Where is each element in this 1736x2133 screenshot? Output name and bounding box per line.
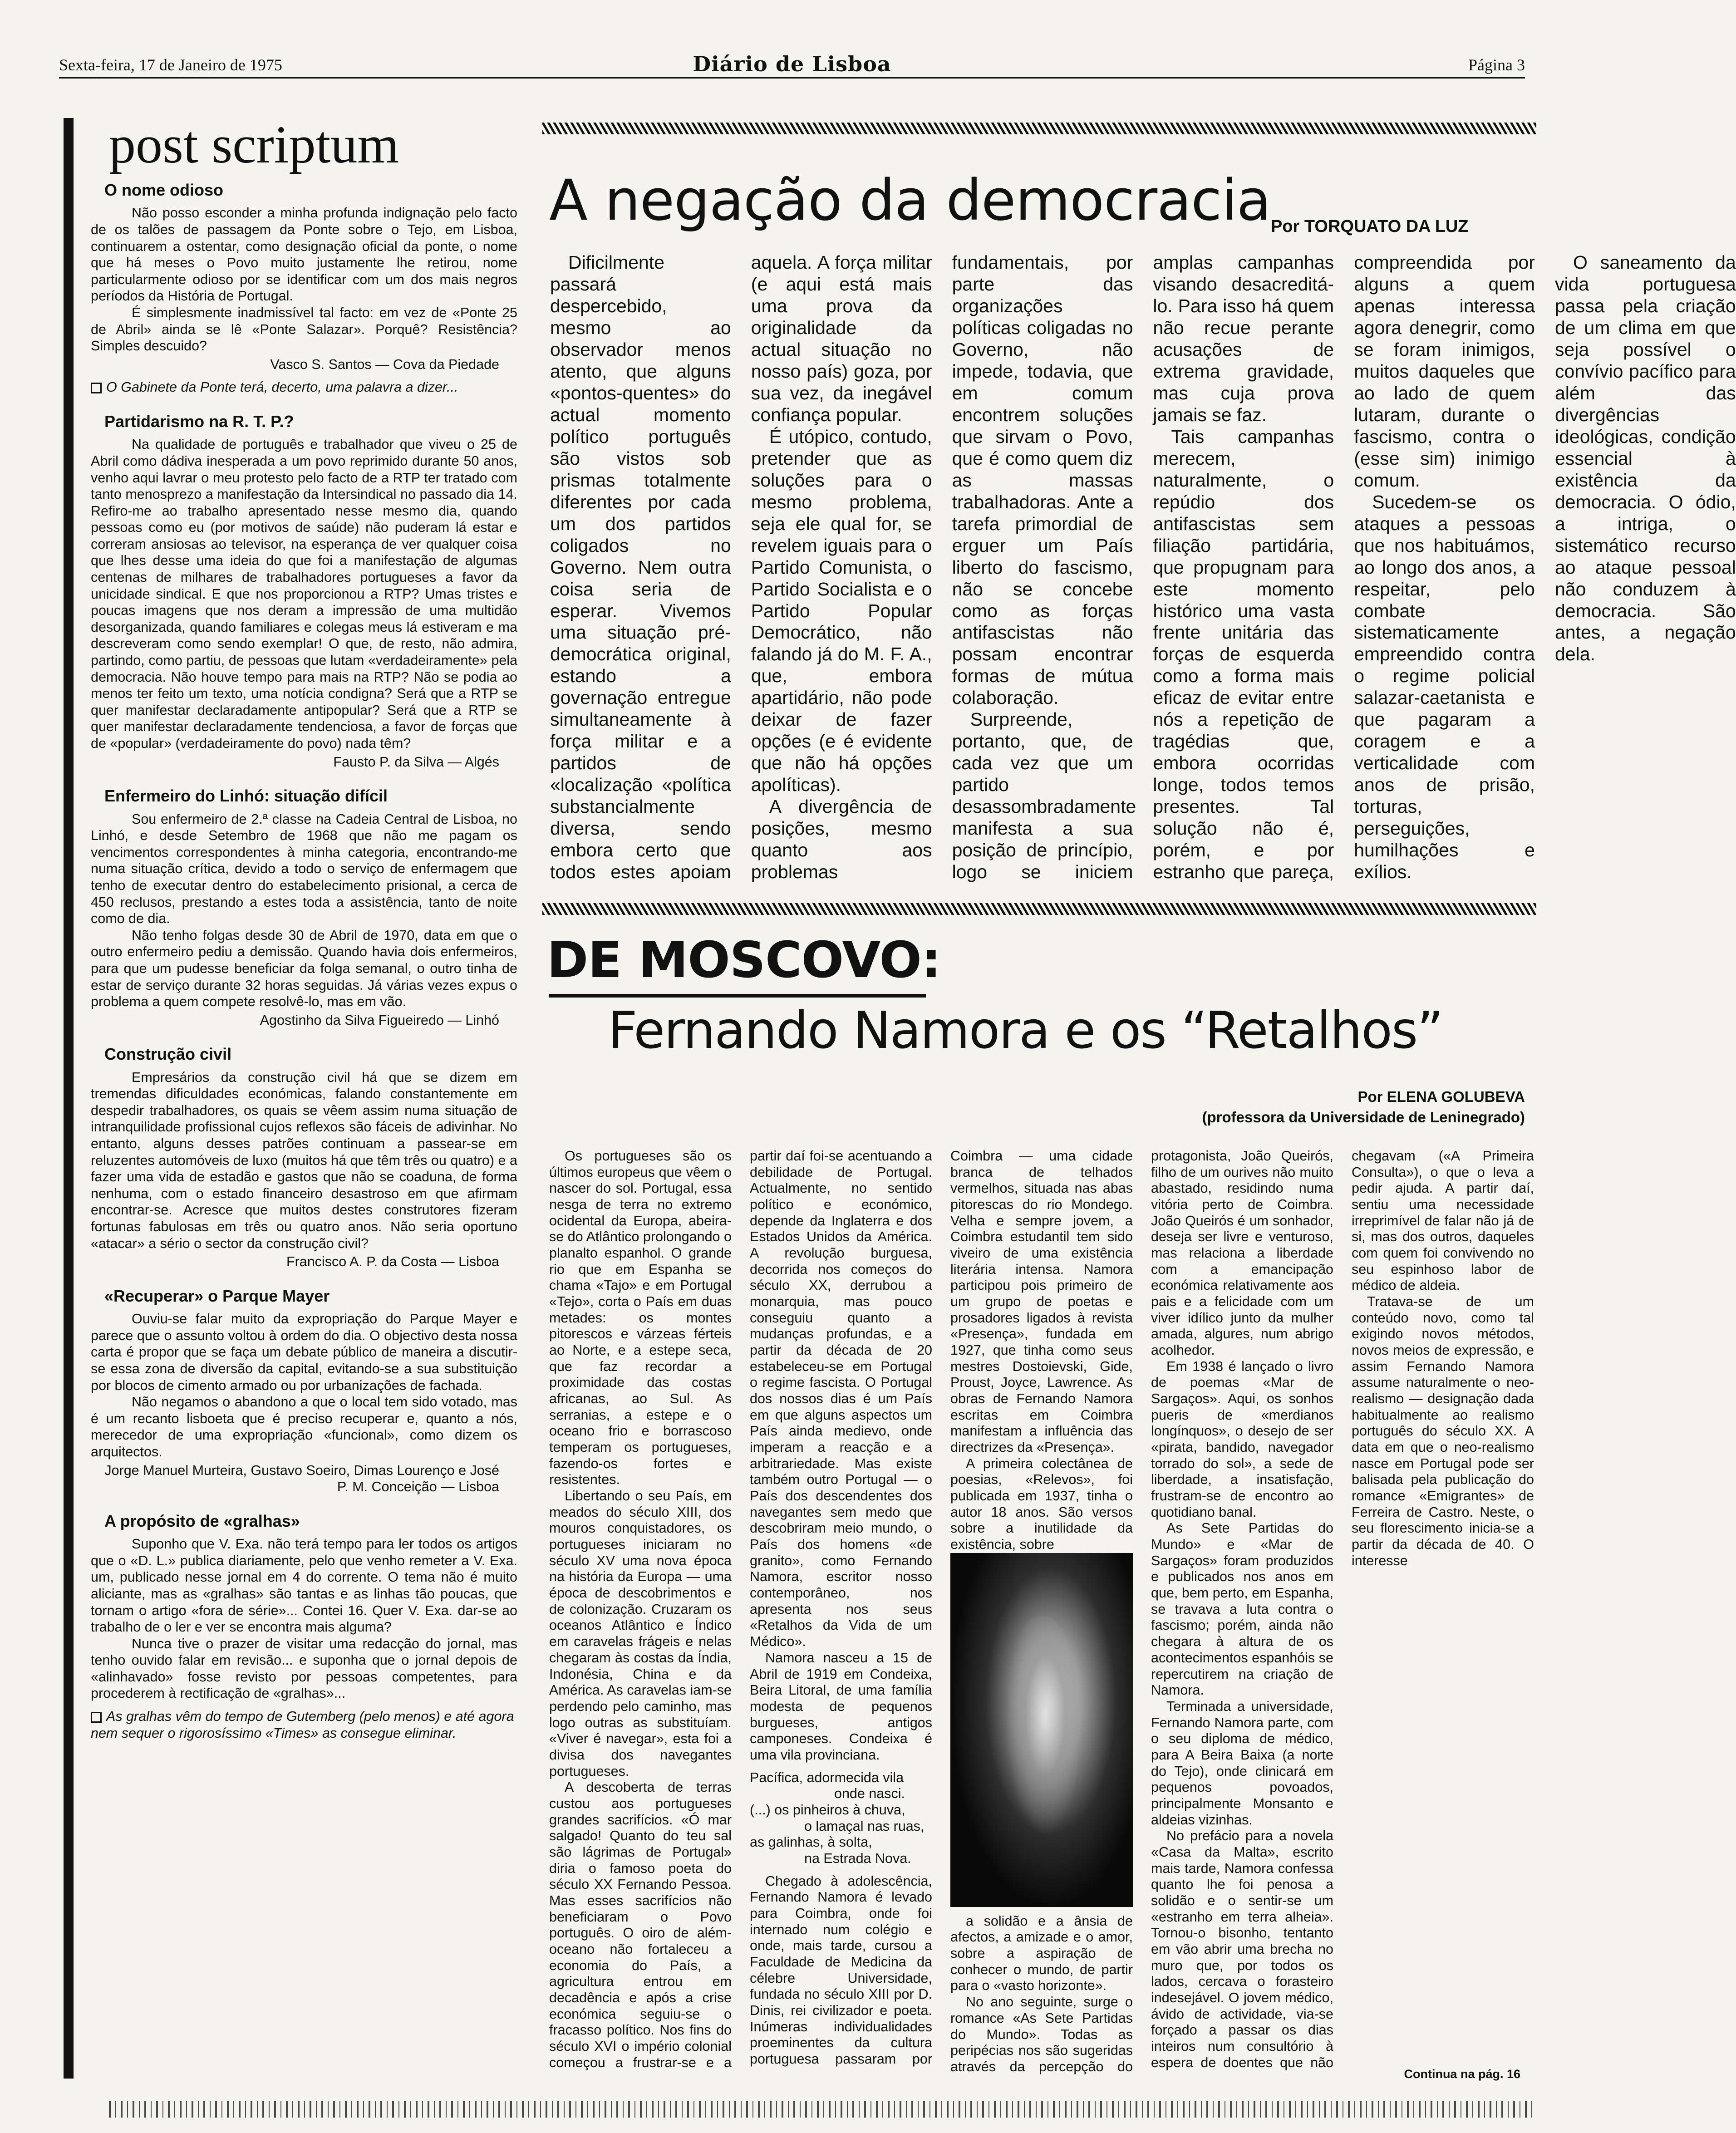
article2-kicker: DE MOSCOVO: (547, 931, 941, 989)
letter-paragraph: Empresários da construção civil há que se dizem em tremendas dificuldades económicas, falando constantemente em despedir trabalhadores, os quais se vêem assim numa situação de intranquilidade profissional cujos reflexos são fáceis de adivinhar. No entanto, alguns desses patrões continuam a passear-se em reluzentes automóveis de luxo (muitos há que têm três ou quatro) e a fazer uma vida de estadão e gastos que não se coaduna, de forma nenhuma, com o estado financeiro desastroso em que afirmam encontrar-se. Acresce que muitos destes construtores fizeram fortunas fabulosas em três ou quatro anos. Não seria oportuno «atacar» a sério o sector da construção civil? (91, 1069, 517, 1251)
article1-paragraph: Tais campanhas merecem, naturalmente, o repúdio dos antifascistas sem filiação partidária, que propugnam para este momento histórico uma vasta frente unitária das forças de esquerda como a forma mais eficaz de evitar entre nós a repetição de tragédias que, embora ocorridas longe, todos temos presentes. Tal solução não é, porém, e por estranho que pareça, compreendida por alguns a quem apenas interessa agora denegrir, como se foram inimigos, muitos daqueles que ao lado de quem lutaram, durante o fascismo, contra o (esse sim) inimigo comum. (1153, 252, 1535, 883)
letter-signature: Francisco A. P. da Costa — Lisboa (286, 1254, 499, 1270)
letter-heading: O nome odioso (104, 181, 224, 199)
article2-paragraph: No ano seguinte, surge o romance «As Sete Partidas do Mundo». Todas as peripécias nos são sugeridas através da percepção do protagonista, João Queirós, filho de um ourives não muito abastado, residindo numa vitória perto de Coimbra. João Queirós é um sonhador, deseja ser livre e venturoso, mas relaciona a liberdade com a emancipação económica relativamente aos pais e a felicidade com um viver idílico junto da mulher amada, algures, num abrigo acolhedor. (950, 1148, 1333, 2074)
article1-headline: A negação da democracia (549, 168, 1271, 233)
letter-body (91, 1536, 517, 1702)
continued-on-page-link[interactable]: Continua na pág. 16 (1404, 2067, 1520, 2081)
letter-body (91, 1069, 517, 1252)
editor-note (91, 1708, 517, 1741)
poem-line: Pacífica, adormecida vila (750, 1769, 904, 1785)
letter-signature: Vasco S. Santos — Cova da Piedade (270, 356, 499, 372)
hatch-divider-top (542, 123, 1536, 134)
article2-body (549, 1148, 1534, 2083)
letter (91, 181, 517, 396)
poem-line: na Estrada Nova. (804, 1850, 911, 1866)
author-portrait-photo (950, 1553, 1133, 1907)
letter-body (91, 811, 517, 1010)
article1-paragraph: O saneamento da vida portuguesa passa pela criação de um clima em que seja possível o convívio pacífico para além das divergências ideológicas, condição essencial à existência da democracia. O ódio, a intriga, o sistemático recurso ao ataque pessoal não conduzem à democracia. São antes, a negação dela. (1554, 252, 1736, 665)
kicker-underline (549, 994, 926, 998)
letter-paragraph: É simplesmente inadmissível tal facto: em vez de «Ponte 25 de Abril» ainda se lê «Ponte Salazar». Porquê? Resistência? Simples descuido? (91, 305, 517, 354)
editor-note (91, 379, 517, 396)
article1-paragraph: A divergência de posições, mesmo quanto aos problemas fundamentais, por parte das organizações políticas coligadas no Governo, não impede, todavia, que em comum encontrem soluções que sirvam o Povo, que é como quem diz as massas trabalhadoras. Ante a tarefa primordial de erguer um País liberto do fascismo, não se concebe como as forças antifascistas não possam encontrar formas de mútua colaboração. (751, 252, 1133, 883)
article2-paragraph: A descoberta de terras custou aos portugueses grandes sacrifícios. «Ó mar salgado! Quanto do teu sal são lágrimas de Portugal» diria o famoso poeta do século XX Fernando Pessoa. Mas esses sacrifícios não beneficiaram o Povo português. O oiro de além-oceano não fortaleceu a economia do País, a agricultura entrou em decadência e após a crise económica seguiu-se o fracasso político. Nos fins do século XVI o império colonial começou a frustrar-se e a partir daí foi-se acentuando a debilidade de Portugal. Actualmente, no sentido político e económico, depende da Inglaterra e dos Estados Unidos da América. A revolução burguesa, decorrida nos começos do século XX, derrubou a monarquia, mas pouco conseguiu quanto a mudanças profundas, e a partir da década de 20 estabeleceu-se em Portugal o regime fascista. O Portugal dos nossos dias é um País em que alguns aspectos um País ainda medievo, onde imperam a reacção e a arbitrariedade. Mas existe também outro Portugal — o País dos descendentes dos navegantes sem medo que descobriram meio mundo, o País dos homens «de granito», como Fernando Namora, escritor nosso contemporâneo, nos apresenta nos seus «Retalhos da Vida de um Médico». (549, 1148, 932, 2070)
article2-byline (1202, 1087, 1525, 1127)
article1-paragraph: Sucedem-se os ataques a pessoas que nos habituámos, ao longo dos anos, a respeitar, pelo combate sistematicamente empreendido contra o regime policial salazar-caetanista e que pagaram a coragem e a verticalidade com anos de prisão, torturas, perseguições, humilhações e exílios. (1354, 491, 1535, 883)
article2-paragraph: Namora nasceu a 15 de Abril de 1919 em Condeixa, Beira Litoral, de uma família modesta de pequenos burgueses, antigos camponeses. Condeixa é uma vila provinciana. (750, 1650, 932, 1763)
editor-note-text: O Gabinete da Ponte terá, decerto, uma palavra a dizer... (106, 379, 458, 395)
article2-paragraph: Libertando o seu País, em meados do século XIII, dos mouros conquistadores, os portugueses iniciaram no século XV uma nova época na história da Europa — uma época de descobrimentos e de colonização. Cruzaram os oceanos Atlântico e Índico em caravelas frágeis e nelas chegaram às costas da Índia, Indonésia, China e da América. As caravelas iam-se perdendo pelo caminho, mas logo outras as substituíam. «Viver é navegar», esta foi a divisa dos navegantes portugueses. (549, 1488, 732, 1779)
poem-line: (...) os pinheiros à chuva, (750, 1802, 905, 1818)
masthead: Diário de Lisboa (686, 52, 897, 76)
letter-paragraph: Nunca tive o prazer de visitar uma redacção do jornal, mas tenho ouvido falar em revisão... e suponha que o jornal depois de «alinhavado» fosse revisto por pessoas competentes, para procederem à rectificação de «gralhas»... (91, 1636, 517, 1701)
page-number: Página 3 (1468, 56, 1525, 74)
box-bullet-icon (91, 1712, 102, 1723)
article2-paragraph: A primeira colectânea de poesias, «Relevos», foi publicada em 1937, tinha o autor 18 anos. São versos sobre a inutilidade da existência, sobre (950, 1455, 1133, 1553)
article2-paragraph: Chegado à adolescência, Fernando Namora é levado para Coimbra, onde foi internado num colégio e onde, mais tarde, cursou a Faculdade de Medicina da célebre Universidade, fundada no século XIII por D. Dinis, rei civilizador e poeta. Inúmeras individualidades proeminentes da cultura portuguesa passaram por Coimbra — uma cidade branca de telhados vermelhos, situada nas abas pitorescas do rio Mondego. Velha e sempre jovem, a Coimbra estudantil tem sido viveiro de uma existência literária intensa. Namora participou pois primeiro de um grupo de poetas e prosadores ligados à revista «Presença», fundada em 1927, que tinha como seus mestres Dostoievski, Gide, Proust, Joyce, Lawrence. As obras de Fernando Namora escritas em Coimbra manifestam a influência das directrizes da «Presença». (750, 1148, 1133, 2067)
poem-line: onde nasci. (834, 1786, 905, 1802)
article2-paragraph: Tratava-se de um conteúdo novo, como tal exigindo novos métodos, novos meios de expressão, e assim Fernando Namora assume naturalmente o neo-realismo — designação dada habitualmente ao realismo português do século XX. A data em que o neo-realismo nasce em Portugal pode ser balisada pela publicação do romance «Emigrantes» de Ferreira de Castro. Neste, o seu florescimento inicia-se a partir da década de 40. O interesse (1352, 1294, 1534, 1568)
letter-body (91, 436, 517, 752)
article2-paragraph: Em 1938 é lançado o livro de poemas «Mar de Sargaços». Aqui, os sonhos pueris de «merdianos longínquos», o desejo de ser «pirata, bandido, navegador torrado do sol», a sede de liberdade, a insatisfação, frustram-se de encontro ao quotidiano banal. (1151, 1358, 1333, 1520)
letter-heading: Enfermeiro do Linhó: situação difícil (104, 786, 388, 806)
letter-signature: Fausto P. da Silva — Algés (333, 754, 499, 770)
letter (91, 786, 517, 1028)
letter-paragraph: Sou enfermeiro de 2.ª classe na Cadeia Central de Lisboa, no Linhó, e desde Setembro de 1968 que não me pagam os vencimentos correspondentes à minha categoria, encontrando-me numa situação crítica, devido a todo o serviço de enfermagem que tenho de executar dentro do estabelecimento prisional, a cerca de 450 reclusos, prestando a estes toda a assistência, tanto de noite como de dia. (91, 811, 517, 927)
article2-paragraph: Terminada a universidade, Fernando Namora parte, com o seu diploma de médico, para A Beira Baixa (a norte do Tejo), onde clinicará em pequenos povoados, principalmente Monsanto e aldeias vizinhas. (1151, 1698, 1333, 1828)
letter-body (91, 1311, 517, 1460)
post-scriptum-title: post scriptum (109, 115, 399, 174)
byline-author: Por ELENA GOLUBEVA (1357, 1088, 1525, 1105)
scan-barcode-strip (109, 2101, 1534, 2118)
article2-paragraph: Os portugueses são os últimos europeus que vêem o nascer do sol. Portugal, essa nesga de terra no extremo ocidental da Europa, abeira-se do Atlântico prolongando o planalto espanhol. O grande rio que em Espanha se chama «Tajo» e em Portugal «Tejo», corta o País em duas metades: os montes pitorescos e várzeas férteis ao Norte, e a estepe seca, que faz recordar a proximidade das costas africanas, ao Sul. As serranias, a estepe e o oceano frio e borrascoso temperam os portugueses, fazendo-os fortes e resistentes. (549, 1148, 732, 1488)
letter-heading: A propósito de «gralhas» (104, 1511, 300, 1530)
poem-line: o lamaçal nas ruas, (804, 1818, 925, 1834)
article1-paragraph: É utópico, contudo, pretender que as soluções para o mesmo problema, seja ele qual for, se revelem iguais para o Partido Comunista, o Partido Socialista e o Partido Popular Democrático, não falando já do M. F. A., que, embora apartidário, não pode deixar de fazer opções (e é evidente que não há opções apolíticas). (751, 426, 932, 796)
article1-byline: Por TORQUATO DA LUZ (1271, 217, 1469, 236)
box-bullet-icon (91, 383, 102, 393)
letter-heading: Partidarismo na R. T. P.? (104, 412, 294, 431)
letter-heading: Construção civil (104, 1045, 232, 1064)
article2-paragraph: a solidão e a ânsia de afectos, a amizade e o amor, sobre a aspiração de conhecer o mundo, de partir para o «vasto horizonte». (950, 1913, 1133, 1994)
letter-paragraph: Não posso esconder a minha profunda indignação pelo facto de os talões de passagem da Ponte sobre o Tejo, em Lisboa, continuarem a ostentar, como designação oficial da ponte, o nome que há meses o Povo muito justamente lhe retirou, nome particularmente odioso por se identificar com um dos mais negros períodos da História de Portugal. (91, 205, 517, 304)
hatch-divider-middle (542, 903, 1536, 915)
letter-heading: «Recuperar» o Parque Mayer (104, 1286, 330, 1305)
editor-note-text: As gralhas vêm do tempo de Gutemberg (pelo menos) e até agora nem sequer o rigorosíssimo «Times» as consegue eliminar. (91, 1709, 514, 1741)
letter (91, 412, 517, 770)
poem-line: as galinhas, à solta, (750, 1834, 872, 1850)
letter (91, 1045, 517, 1270)
post-scriptum-column (64, 115, 517, 2079)
article2-paragraph: No prefácio para a novela «Casa da Malta», escrito mais tarde, Namora confessa quanto lhe foi penosa a solidão e o sentir-se um «estranho em terra alheia». Tornou-o bisonho, tentanto em vão abrir uma brecha no muro que, por todos os lados, cercava o forasteiro indesejável. O jovem médico, ávido de actividade, via-se forçado a passar os dias inteiros num consultório à espera de doentes que não chegavam («A Primeira Consulta»), o que o leva a pedir ajuda. A partir daí, sentiu uma necessidade irreprimível de falar não já de si, mas dos outros, daqueles com quem foi convivendo no seu espinhoso labor de médico de aldeia. (1151, 1148, 1534, 2070)
letter-signature: Jorge Manuel Murteira, Gustavo Soeiro, Dimas Lourenço e José P. M. Conceição — Lisboa (104, 1462, 499, 1495)
letter-paragraph: Suponho que V. Exa. não terá tempo para ler todos os artigos que o «D. L.» publica diariamente, pelo que venho remeter a V. Exa. um, publicado nesse jornal em 4 do corrente. O tema não é muito aliciante, mas as «gralhas» são tantas e as linhas tão poucas, que tornam o artigo «fora de série»... Contei 16. Quer V. Exa. dar-se ao trabalho de o ler e ver se encontra mais alguma? (91, 1536, 517, 1635)
article1-body (550, 252, 1736, 892)
article2-headline: Fernando Namora e os “Retalhos” (608, 1001, 1443, 1060)
letter (91, 1512, 517, 1742)
poem-quote (750, 1770, 932, 1867)
letter-body (91, 205, 517, 354)
letter-paragraph: Ouviu-se falar muito da expropriação do Parque Mayer e parece que o assunto voltou à ordem do dia. O objectivo desta nossa carta é propor que se faça um debate público de maneira a discutir-se essa zona de diversão da capital, evitando-se a sua substituição por blocos de cimento armado ou por urbanizações de fachada. (91, 1311, 517, 1393)
letter-signature: Agostinho da Silva Figueiredo — Linhó (260, 1012, 499, 1028)
page-header (59, 50, 1525, 79)
article1-paragraph: Dificilmente passará despercebido, mesmo ao observador menos atento, que alguns «pontos-quentes» do actual momento político português são vistos sob prismas totalmente diferentes por cada um dos partidos coligados no Governo. Nem outra coisa seria de esperar. Vivemos uma situação pré-democrática original, estando a governação entregue simultaneamente à força militar e a partidos de «localização «política substancialmente diversa, sendo embora certo que todos estes apoiam aquela. A força militar (e aqui está mais uma prova da originalidade da actual situação no nosso país) goza, por sua vez, da inegável confiança popular. (550, 252, 932, 883)
letter-paragraph: Na qualidade de português e trabalhador que viveu o 25 de Abril como dádiva inesperada a um povo reprimido durante 50 anos, venho aqui lavrar o meu protesto pelo facto de a RTP ter tratado com tanto menosprezo a manifestação da Intersindical no passado dia 14. Refiro-me ao trabalho apresentado nesse mesmo dia, quando pessoas como eu (por motivos de saúde) não puderam lá estar e correram ansiosas ao televisor, na esperança de ver qualquer coisa que lhes desse uma ideia do que foi a manifestação de algumas centenas de milhares de trabalhadores portugueses a favor da unicidade sindical. E que nos proporcionou a RTP? Umas tristes e poucas imagens que nos deram a impressão de uma multidão desorganizada, quando familiares e colegas meus lá estiveram e ma descreveram como sendo exemplar! O que, de resto, não admira, partindo, como partiu, de pessoas que lutam «verdadeiramente» pela democracia. Não houve tempo para mais na RTP? Não se podia ao menos ter feito um texto, uma notícia condigna? Será que a RTP se quer manifestar declaradamente antipopular? Será que a RTP se quer manifestar declaradamente tendenciosa, a favor de forças que de «popular» (verdadeiramente do povo) nada têm? (91, 437, 517, 751)
letter-paragraph: Não negamos o abandono a que o local tem sido votado, mas é um recanto lisboeta que é preciso recuperar e, quanto a nós, merecedor de uma expropriação «funcional», como dizem os arquitectos. (91, 1394, 517, 1460)
byline-role: (professora da Universidade de Leninegrado) (1202, 1108, 1525, 1125)
letter-paragraph: Não tenho folgas desde 30 de Abril de 1970, data em que o outro enfermeiro pediu a demissão. Quando havia dois enfermeiros, para que um pudesse beneficiar da folga semanal, o outro tinha de estar de serviço durante 32 horas seguidas. Já várias vezes expus o problema a quem compete resolvê-lo, mas em vão. (91, 927, 517, 1010)
header-date: Sexta-feira, 17 de Janeiro de 1975 (59, 56, 282, 74)
article2-paragraph: As Sete Partidas do Mundo» e «Mar de Sargaços» foram produzidos e publicados nos anos em que, bem perto, em Espanha, se travava a luta contra o fascismo; porém, ainda não chegara à altura de os acontecimentos espanhóis se repercutirem na criação de Namora. (1151, 1520, 1333, 1698)
letter (91, 1287, 517, 1495)
article1-paragraph: Surpreende, portanto, que, de cada vez que um partido desassombradamente manifesta a sua posição de princípio, logo se iniciem amplas campanhas visando desacreditá-lo. Para isso há quem não recue perante acusações de extrema gravidade, mas cuja prova jamais se faz. (952, 252, 1334, 883)
